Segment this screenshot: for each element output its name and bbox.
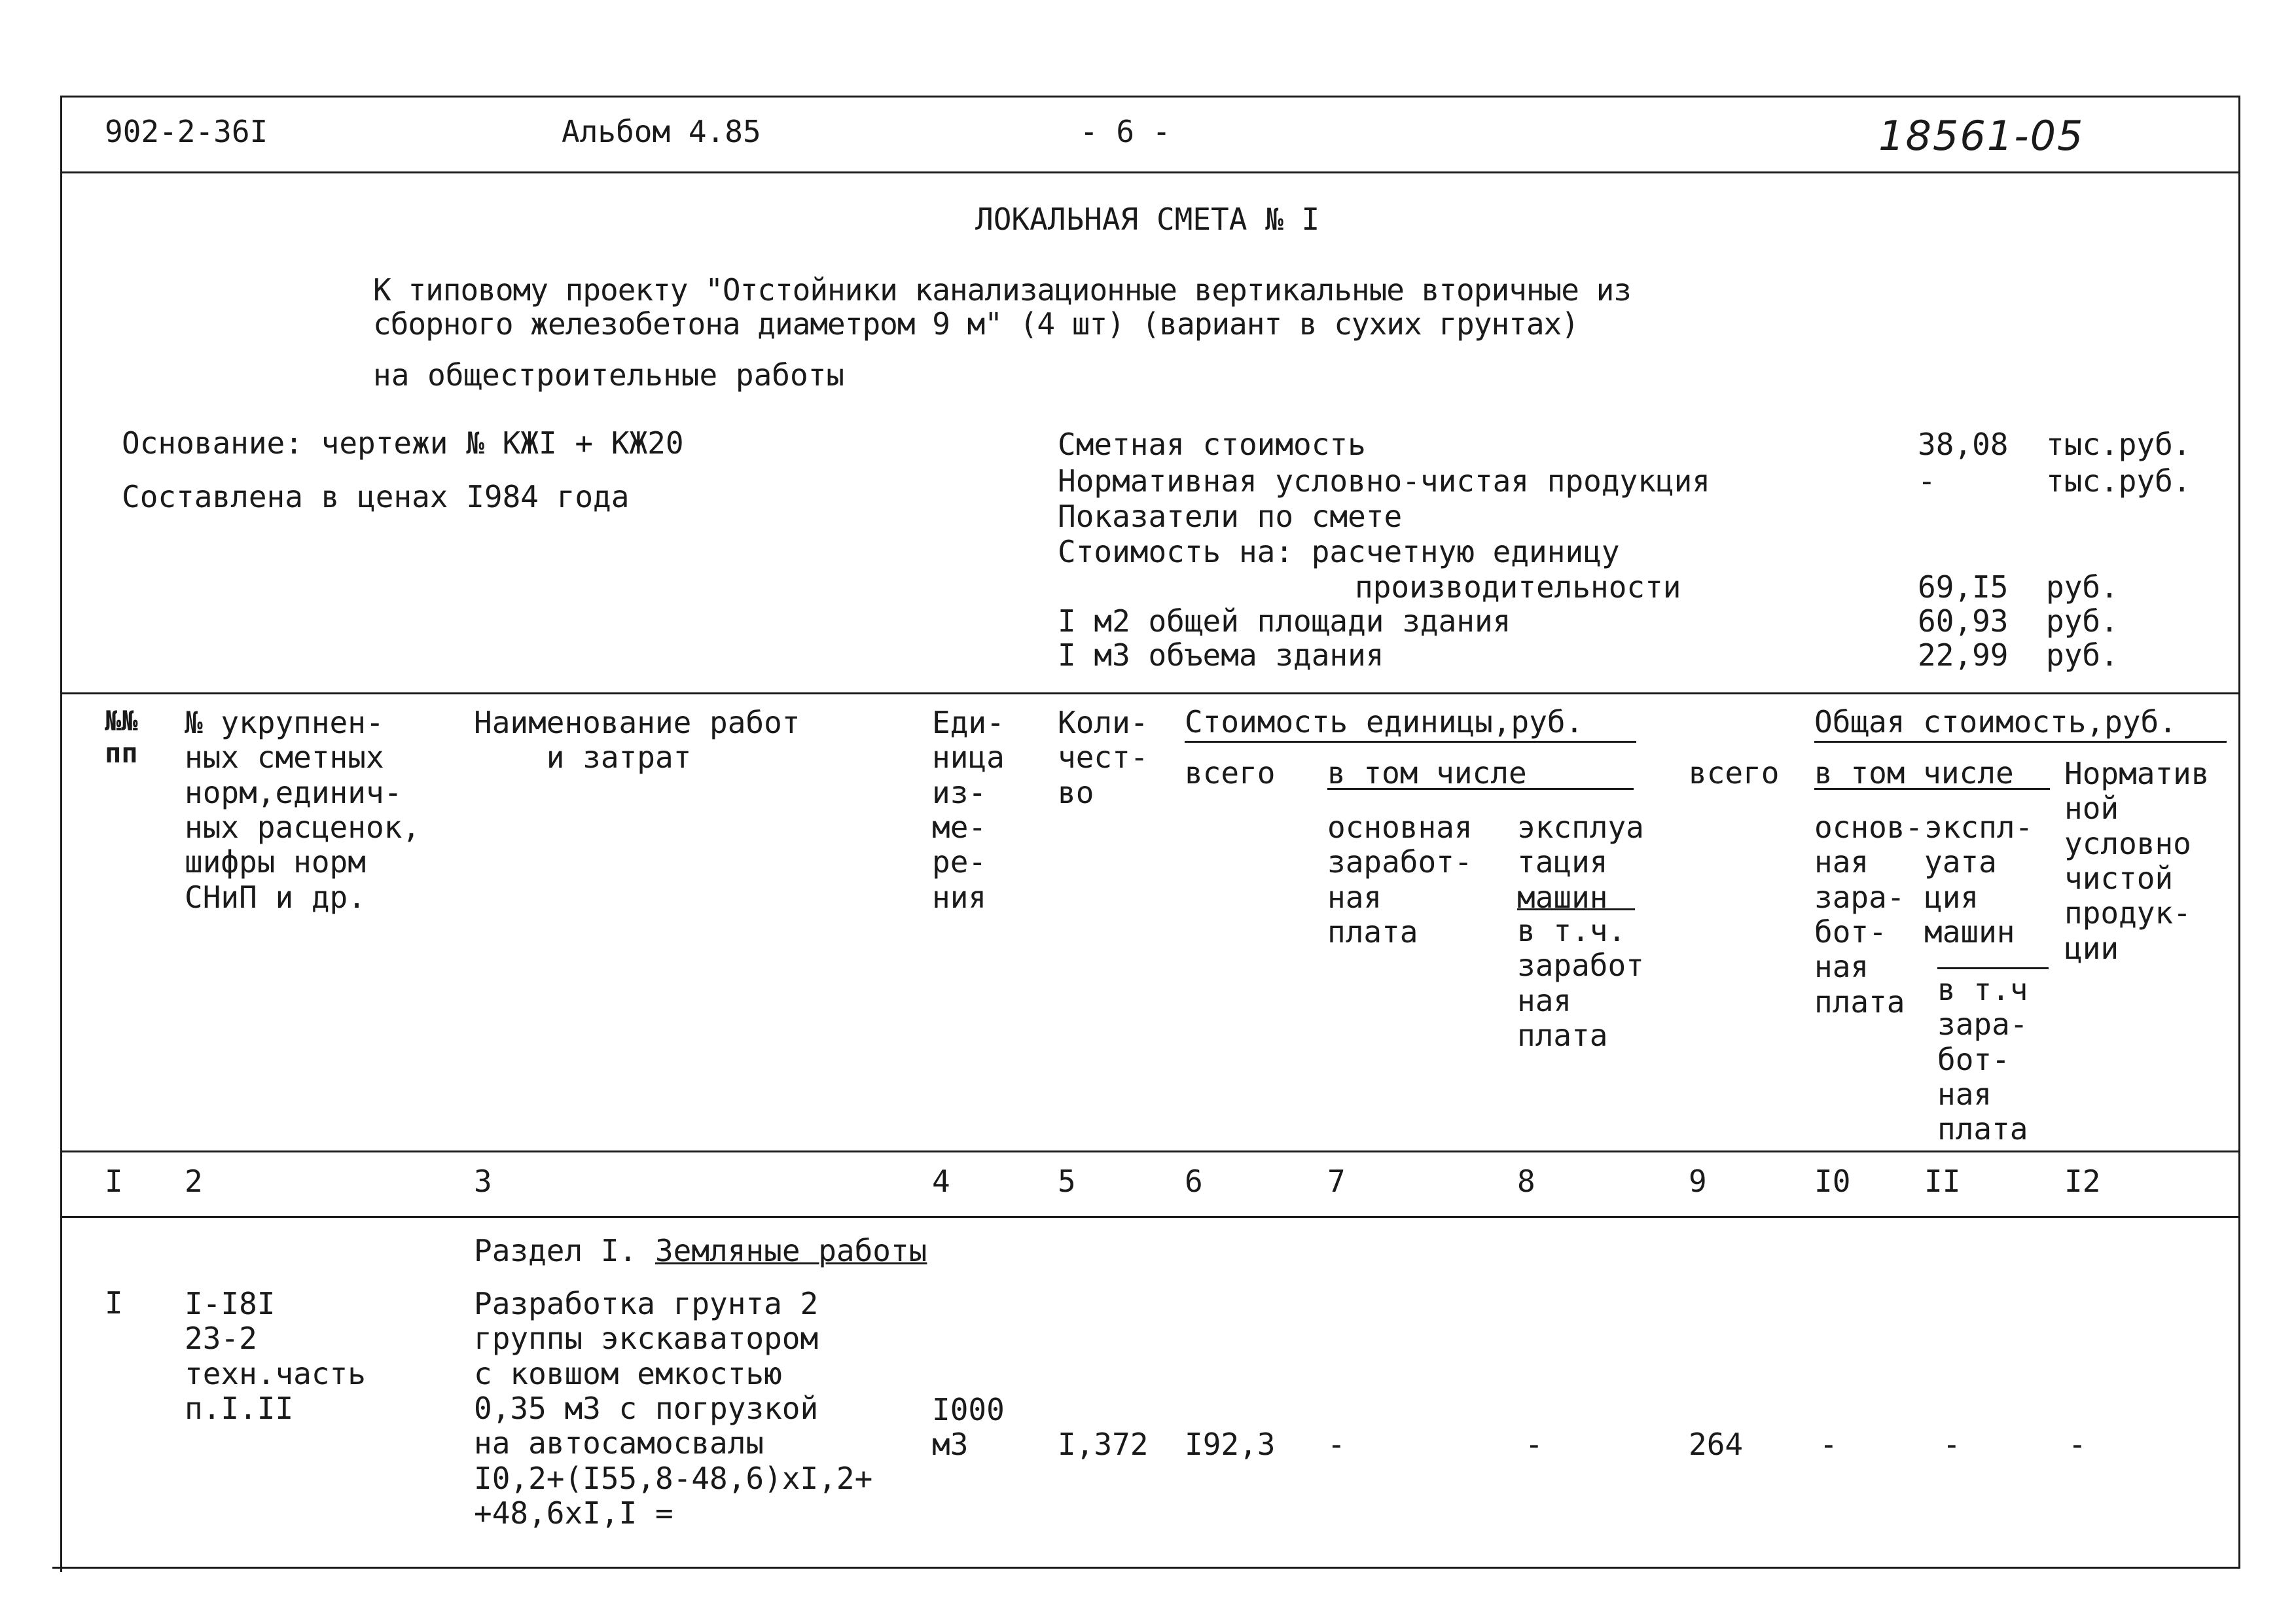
unit-cost-group-underline	[1185, 741, 1636, 743]
row-qty: I,372	[1058, 1427, 1149, 1462]
volume-value: 22,99	[1918, 637, 2009, 673]
column-number: 7	[1327, 1164, 1346, 1199]
normative-label: Нормативная условно-чистая продукция	[1058, 463, 1710, 499]
unit-cost-group: Стоимость единицы,руб.	[1185, 704, 1584, 740]
total-cost-group-underline	[1814, 741, 2227, 743]
column-number: II	[1924, 1164, 1961, 1199]
area-label: I м2 общей площади здания	[1058, 603, 1511, 639]
estimated-cost-value: 38,08	[1918, 427, 2009, 462]
frame-bottom-line	[52, 1567, 2240, 1569]
column-number: 9	[1689, 1164, 1707, 1199]
row-code: I-I8I 23-2 техн.часть п.I.II	[185, 1286, 366, 1427]
incl1-label: в том числе	[1327, 755, 1527, 791]
total-cost-group: Общая стоимость,руб.	[1814, 704, 2177, 740]
machines2-underline	[1937, 967, 2049, 969]
column-numbers-bottom-line	[60, 1216, 2240, 1218]
column-number: I	[105, 1164, 123, 1199]
column-number: 5	[1058, 1164, 1076, 1199]
area-value: 60,93	[1918, 603, 2009, 639]
row-total-normative: -	[2068, 1427, 2087, 1462]
row-total-wage: -	[1820, 1427, 1838, 1462]
productivity-value: 69,I5	[1918, 569, 2009, 605]
header-bottom-line	[60, 1150, 2240, 1152]
incl2-label: в том числе	[1814, 755, 2014, 791]
volume-label: I м3 объема здания	[1058, 637, 1384, 673]
header-separator	[60, 171, 2240, 173]
col-header-unit: Еди- ница из- ме- ре- ния	[932, 705, 1005, 915]
row-total-machine: -	[1943, 1427, 1961, 1462]
indicators-label: Показатели по смете	[1058, 499, 1403, 534]
column-number: 8	[1517, 1164, 1535, 1199]
col-header-total-machine-wage: в т.ч зара- бот- ная плата	[1937, 972, 2028, 1147]
section-heading	[474, 1234, 927, 1268]
column-number: 4	[932, 1164, 950, 1199]
cost-per-label: Стоимость на: расчетную единицу	[1058, 534, 1620, 569]
col-header-qty: Коли- чест- во	[1058, 705, 1149, 810]
col-header-unit-wage: основная заработ- ная плата	[1327, 810, 1473, 950]
row-total: 264	[1689, 1427, 1744, 1462]
column-number: 6	[1185, 1164, 1203, 1199]
estimated-cost-label: Сметная стоимость	[1058, 427, 1366, 462]
frame-right-line	[2238, 96, 2240, 1568]
estimated-cost-unit: тыс.руб.	[2046, 427, 2191, 462]
album-label: Альбом 4.85	[562, 114, 761, 149]
column-number: I2	[2064, 1164, 2101, 1199]
frame-left-line	[60, 96, 62, 1572]
col-header-unit-total: всего	[1185, 755, 1276, 791]
col-header-name: Наименование работ и затрат	[474, 705, 800, 776]
prices-year: Составлена в ценах I984 года	[122, 479, 630, 514]
document-code: 902-2-36I	[105, 114, 268, 149]
productivity-label: производительности	[1355, 569, 1681, 605]
table-top-line	[60, 692, 2240, 694]
section-prefix: Раздел I.	[474, 1233, 637, 1268]
subtitle-works: на общестроительные работы	[373, 357, 845, 393]
row-unit-wage: -	[1327, 1427, 1346, 1462]
col-header-total-wage: основ- ная зара- бот- ная плата	[1814, 810, 1924, 1020]
col-header-normative: Норматив ной условно чистой продук- ции	[2064, 756, 2210, 966]
section-name: Земляные работы	[655, 1233, 927, 1268]
basis-text: Основание: чертежи № КЖI + КЖ20	[122, 425, 684, 461]
estimate-title: ЛОКАЛЬНАЯ СМЕТА № I	[975, 202, 1320, 237]
row-unit-total: I92,3	[1185, 1427, 1276, 1462]
col-header-code: № укрупнен- ных сметных норм,единич- ных расценок, шифры норм СНиП и др.	[185, 705, 421, 915]
row-unit: I000 м3	[932, 1392, 1005, 1463]
column-number: 2	[185, 1164, 203, 1199]
col-header-unit-machine: эксплуа тация машин	[1517, 810, 1644, 915]
page-number: - 6 -	[1080, 114, 1171, 149]
col-header-num: №№ пп	[105, 705, 138, 769]
subtitle-line-2: сборного железобетона диаметром 9 м" (4 шт) (вариант в сухих грунтах)	[373, 306, 1579, 342]
col-header-total: всего	[1689, 755, 1780, 791]
column-number: I0	[1814, 1164, 1851, 1199]
normative-unit: тыс.руб.	[2046, 463, 2191, 499]
productivity-unit: руб.	[2046, 569, 2119, 605]
col-header-total-machine: экспл- уата ция машин	[1924, 810, 2034, 950]
frame-top-line	[60, 96, 2240, 98]
handwritten-stamp: 18561-05	[1878, 112, 2085, 160]
row-num: I	[105, 1285, 123, 1321]
normative-value: -	[1918, 463, 1936, 499]
volume-unit: руб.	[2046, 637, 2119, 673]
column-number: 3	[474, 1164, 492, 1199]
col-header-unit-machine-wage: в т.ч. заработ ная плата	[1517, 913, 1644, 1054]
row-name: Разработка грунта 2 группы экскаватором с ковшом емкостью 0,35 м3 с погрузкой на автосамосвалы I0,2+(I55,8-48,6)хI,2+ +48,6хI,I =	[474, 1286, 873, 1531]
row-unit-machine: -	[1525, 1427, 1543, 1462]
subtitle-line-1: К типовому проекту "Отстойники канализационные вертикальные вторичные из	[373, 272, 1631, 308]
area-unit: руб.	[2046, 603, 2119, 639]
